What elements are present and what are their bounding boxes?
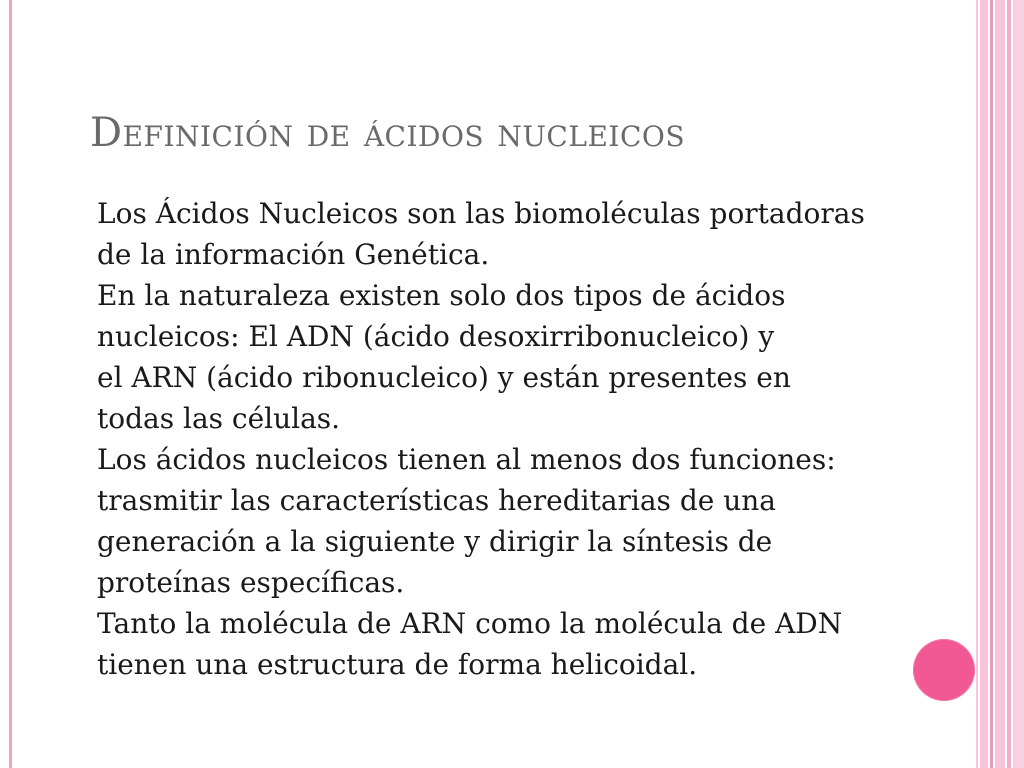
body-line: proteínas específicas. [97,566,405,599]
stripe [995,0,1005,768]
body-line: todas las células. [97,402,341,435]
body-line: de la información Genética. [97,238,490,271]
body-line: el ARN (ácido ribonucleico) y están presentes en [97,361,791,394]
stripe [976,0,978,768]
right-stripe-decoration [976,0,1024,768]
body-line: generación a la siguiente y dirigir la síntesis de [97,525,773,558]
body-line: Los Ácidos Nucleicos son las biomoléculas portadoras [97,197,865,230]
body-line: Los ácidos nucleicos tienen al menos dos funciones: [97,443,836,476]
stripe [1013,0,1024,768]
body-line: Tanto la molécula de ARN como la molécula de ADN [97,607,843,640]
stripe [980,0,988,768]
body-line: En la naturaleza existen solo dos tipos de ácidos [97,279,786,312]
body-line: tienen una estructura de forma helicoidal. [97,648,698,681]
stripe [990,0,993,768]
left-border-decoration [9,0,12,768]
pink-circle-decoration [913,639,975,701]
slide-title: Definición de ácidos nucleicos [90,110,685,156]
slide-body [97,193,957,685]
body-line: trasmitir las características hereditarias de una [97,484,776,517]
stripe [1007,0,1011,768]
body-line: nucleicos: El ADN (ácido desoxirribonucleico) y [97,320,775,353]
